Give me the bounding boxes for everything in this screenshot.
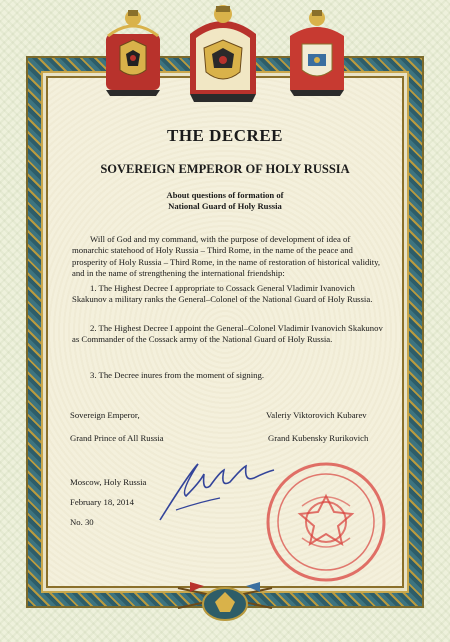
signatory-name: Valeriy Viktorovich Kubarev [266, 410, 367, 420]
signatory-title: Sovereign Emperor, [70, 410, 140, 420]
about-line-2: National Guard of Holy Russia [168, 201, 282, 211]
central-crest-icon [186, 4, 260, 104]
decree-number: No. 30 [70, 517, 94, 527]
issue-date: February 18, 2014 [70, 497, 134, 507]
decree-preamble: Will of God and my command, with the purpose of development of idea of monarchic statehood of Holy Russia – Third Rome, in the name of the peace and prosperity of Holy Russia – Third Rome, in the name of restoration of historical validity, and in the name of strengthening the international friendship: [72, 234, 381, 278]
wax-seal-icon [262, 458, 390, 586]
signatory-title-2: Grand Prince of All Russia [70, 433, 164, 443]
decree-item-1: 1. The Highest Decree I appropriate to Cossack General Vladimir Ivanovich Skakunov a military ranks the General–Colonel of the National Guard of Holy Russia. [72, 283, 373, 305]
about-line-1: About questions of formation of [166, 190, 284, 200]
decree-item-3: 3. The Decree inures from the moment of signing. [90, 370, 265, 380]
issue-place: Moscow, Holy Russia [70, 477, 147, 487]
document-title: THE DECREE [167, 126, 283, 145]
decree-item-2: 2. The Highest Decree I appoint the General–Colonel Vladimir Ivanovich Skakunov as Commander of the Cossack army of the National Guard of Holy Russia. [72, 323, 383, 345]
signatory-rank: Grand Kubensky Rurikovich [268, 433, 369, 443]
right-crest-icon [284, 6, 350, 98]
about-heading [0, 190, 450, 212]
document-subtitle: SOVEREIGN EMPEROR OF HOLY RUSSIA [100, 162, 350, 176]
handwritten-signature [150, 452, 280, 527]
left-crest-icon [100, 6, 166, 98]
bottom-emblem-icon [170, 568, 280, 628]
